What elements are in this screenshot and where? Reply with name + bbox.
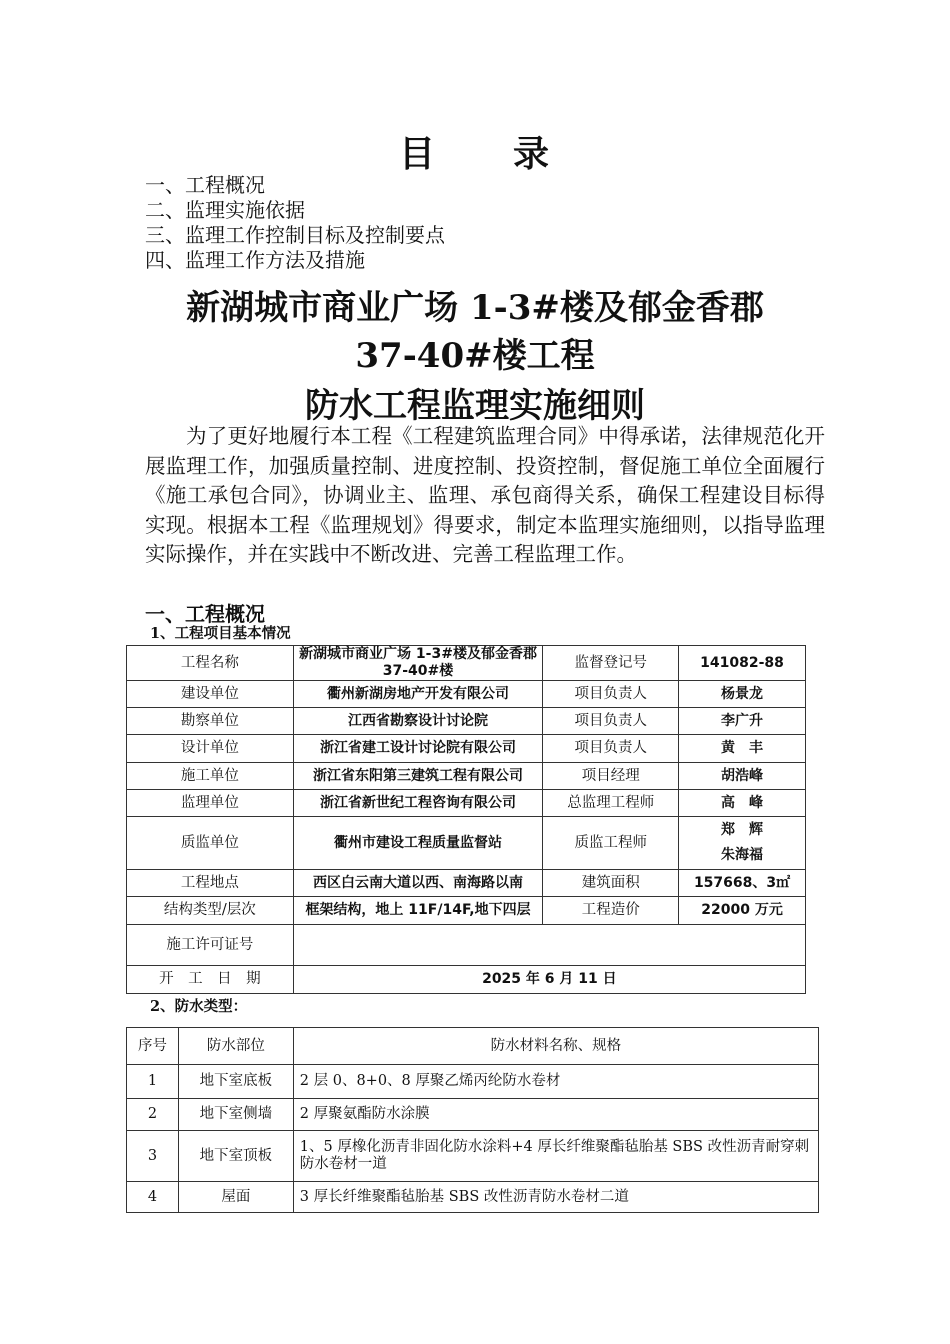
field-label: 施工单位 bbox=[127, 763, 294, 790]
inspector-name: 郑 辉 bbox=[721, 822, 764, 838]
project-info-table bbox=[126, 645, 806, 994]
field-value: 浙江省东阳第三建筑工程有限公司 bbox=[293, 763, 543, 790]
table-row bbox=[127, 646, 806, 681]
field-label: 设计单位 bbox=[127, 735, 294, 763]
toc-title: 目 录 bbox=[398, 133, 551, 175]
toc-item[interactable]: 三、监理工作控制目标及控制要点 bbox=[145, 223, 445, 247]
field-label: 工程造价 bbox=[543, 897, 679, 925]
field-value bbox=[679, 817, 806, 870]
field-label: 项目经理 bbox=[543, 763, 679, 790]
row-number: 2 bbox=[127, 1099, 179, 1131]
table-row bbox=[127, 790, 806, 817]
inspector-name: 朱海福 bbox=[721, 847, 764, 863]
doc-title-line1: 新湖城市商业广场 1-3#楼及郁金香郡 bbox=[186, 288, 764, 328]
table-row bbox=[127, 763, 806, 790]
table-row bbox=[127, 897, 806, 925]
section-heading: 一、工程概况 bbox=[145, 602, 265, 626]
column-header: 序号 bbox=[127, 1028, 179, 1065]
field-value: 衢州新湖房地产开发有限公司 bbox=[293, 681, 543, 708]
field-label: 项目负责人 bbox=[543, 681, 679, 708]
table-row bbox=[127, 681, 806, 708]
field-label: 监督登记号 bbox=[543, 646, 679, 681]
field-label: 项目负责人 bbox=[543, 735, 679, 763]
field-value: 浙江省新世纪工程咨询有限公司 bbox=[293, 790, 543, 817]
toc-list bbox=[145, 173, 445, 273]
table-row bbox=[127, 925, 806, 966]
table-row bbox=[127, 966, 806, 994]
table-header-row bbox=[127, 1028, 819, 1065]
table-row bbox=[127, 735, 806, 763]
field-value: 江西省勘察设计讨论院 bbox=[293, 708, 543, 735]
waterproof-part: 屋面 bbox=[178, 1182, 293, 1213]
toc-item[interactable]: 一、工程概况 bbox=[145, 173, 265, 197]
table-row bbox=[127, 817, 806, 870]
waterproof-type-table bbox=[126, 1027, 819, 1213]
field-value: 西区白云南大道以西、南海路以南 bbox=[293, 870, 543, 897]
doc-title-line3: 防水工程监理实施细则 bbox=[305, 386, 645, 426]
field-value: 新湖城市商业广场 1-3#楼及郁金香郡 37-40#楼 bbox=[293, 646, 543, 681]
table-row bbox=[127, 1182, 819, 1213]
field-value: 浙江省建工设计讨论院有限公司 bbox=[293, 735, 543, 763]
row-number: 1 bbox=[127, 1065, 179, 1099]
field-label: 监理单位 bbox=[127, 790, 294, 817]
toc-item[interactable]: 二、监理实施依据 bbox=[145, 198, 305, 222]
field-label: 勘察单位 bbox=[127, 708, 294, 735]
column-header: 防水材料名称、规格 bbox=[293, 1028, 818, 1065]
field-value: 衢州市建设工程质量监督站 bbox=[293, 817, 543, 870]
table-row bbox=[127, 708, 806, 735]
row-number: 4 bbox=[127, 1182, 179, 1213]
field-label: 工程名称 bbox=[127, 646, 294, 681]
table-row bbox=[127, 870, 806, 897]
field-label: 结构类型/层次 bbox=[127, 897, 294, 925]
field-value: 框架结构，地上 11F/14F,地下四层 bbox=[293, 897, 543, 925]
waterproof-material: 1、5 厚橡化沥青非固化防水涂料+4 厚长纤维聚酯毡胎基 SBS 改性沥青耐穿刺防水卷材一道 bbox=[293, 1131, 818, 1182]
field-label: 质监单位 bbox=[127, 817, 294, 870]
waterproof-part: 地下室顶板 bbox=[178, 1131, 293, 1182]
field-value: 黄 丰 bbox=[679, 735, 806, 763]
field-value: 李广升 bbox=[679, 708, 806, 735]
waterproof-material: 2 层 0、8+0、8 厚聚乙烯丙纶防水卷材 bbox=[293, 1065, 818, 1099]
field-value: 高 峰 bbox=[679, 790, 806, 817]
waterproof-material: 2 厚聚氨酯防水涂膜 bbox=[293, 1099, 818, 1131]
field-label: 建筑面积 bbox=[543, 870, 679, 897]
field-label: 项目负责人 bbox=[543, 708, 679, 735]
table-row bbox=[127, 1065, 819, 1099]
table-row bbox=[127, 1131, 819, 1182]
permit-number-value bbox=[293, 925, 805, 966]
field-label: 开 工 日 期 bbox=[127, 966, 294, 994]
field-label: 施工许可证号 bbox=[127, 925, 294, 966]
field-label: 总监理工程师 bbox=[543, 790, 679, 817]
field-value: 141082-88 bbox=[679, 646, 806, 681]
field-value: 胡浩峰 bbox=[679, 763, 806, 790]
field-label: 建设单位 bbox=[127, 681, 294, 708]
field-label: 质监工程师 bbox=[543, 817, 679, 870]
table-row bbox=[127, 1099, 819, 1131]
row-number: 3 bbox=[127, 1131, 179, 1182]
field-label: 工程地点 bbox=[127, 870, 294, 897]
toc-item[interactable]: 四、监理工作方法及措施 bbox=[145, 248, 365, 272]
waterproof-part: 地下室底板 bbox=[178, 1065, 293, 1099]
field-value: 杨景龙 bbox=[679, 681, 806, 708]
intro-paragraph: 为了更好地履行本工程《工程建筑监理合同》中得承诺，法律规范化开展监理工作，加强质量控制、进度控制、投资控制，督促施工单位全面履行《施工承包合同》，协调业主、监理、承包商得关系，确保工程建设目标得实现。根据本工程《监理规划》得要求，制定本监理实施细则，以指导监理实际操作，并在实践中不断改进、完善工程监理工作。 bbox=[145, 424, 825, 566]
subsection-heading: 2、防水类型： bbox=[150, 998, 248, 1015]
waterproof-material: 3 厚长纤维聚酯毡胎基 SBS 改性沥青防水卷材二道 bbox=[293, 1182, 818, 1213]
field-value: 22000 万元 bbox=[679, 897, 806, 925]
subsection-heading: 1、工程项目基本情况 bbox=[150, 625, 291, 642]
column-header: 防水部位 bbox=[178, 1028, 293, 1065]
waterproof-part: 地下室侧墙 bbox=[178, 1099, 293, 1131]
doc-title-line2: 37-40#楼工程 bbox=[355, 336, 595, 376]
start-date-value: 2025 年 6 月 11 日 bbox=[293, 966, 805, 994]
field-value: 157668、3㎡ bbox=[679, 870, 806, 897]
